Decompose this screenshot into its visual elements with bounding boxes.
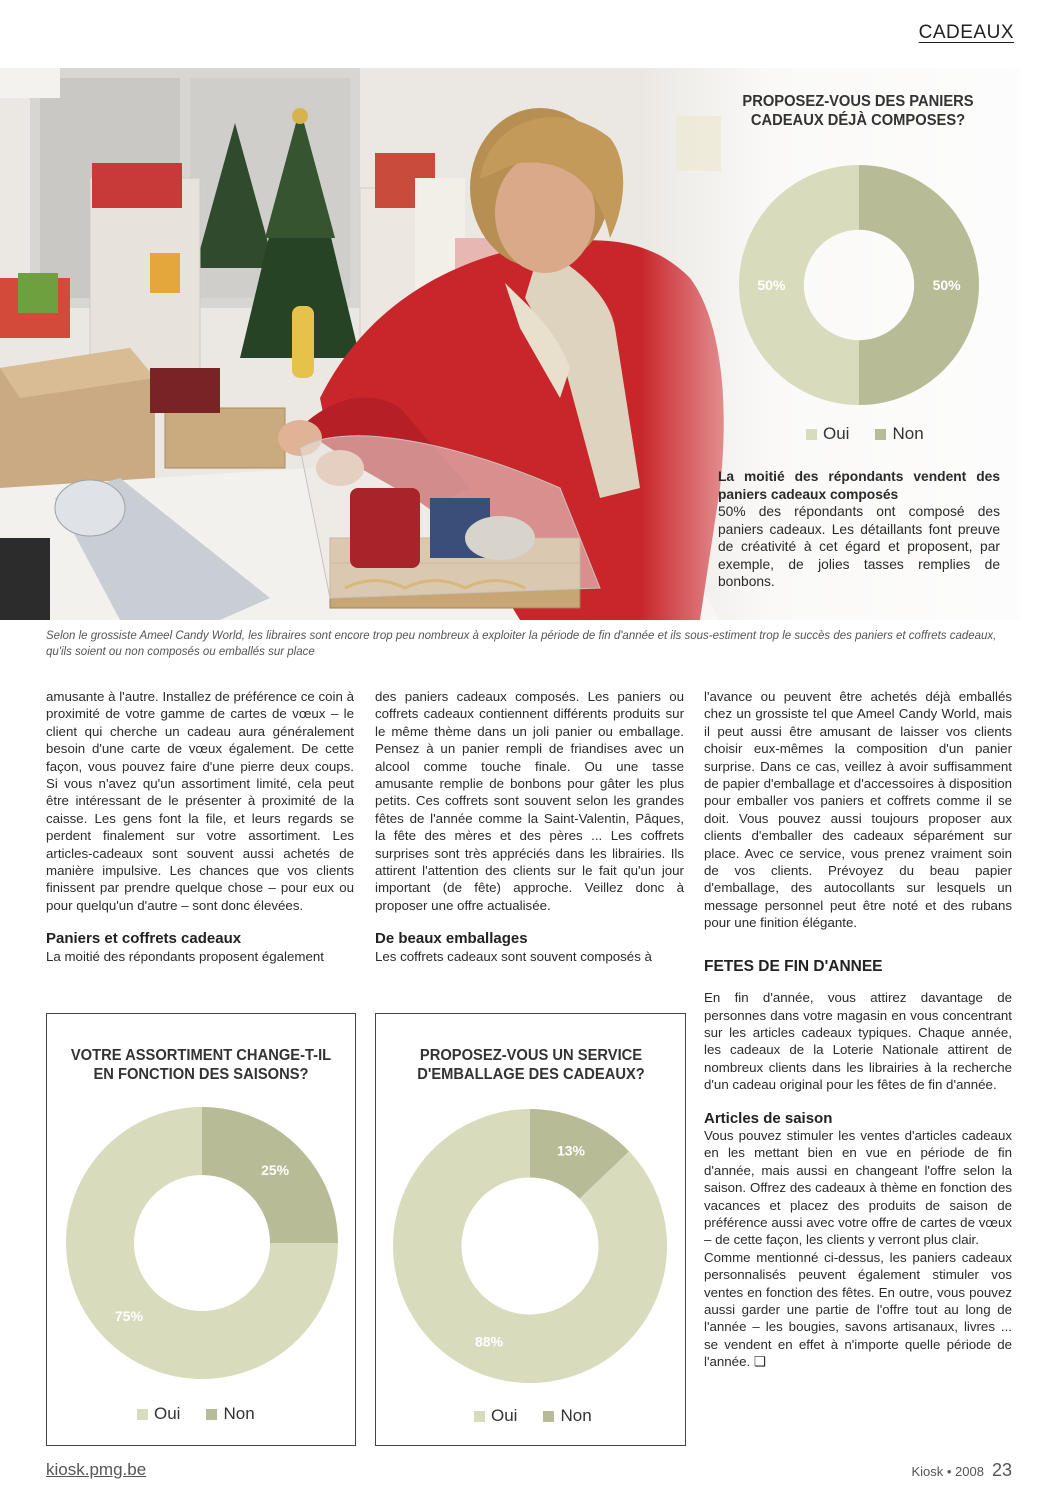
col1-paragraph: amusante à l'autre. Installez de préférence ce coin à proximité de votre gamme de cartes de vœux – le client qui cherche un cadeau aura généralement besoin d'une carte de vœux également. De cette façon, vous pouvez faire d'une pierre deux coups. Si vous n'avez qu'un assortiment limité, cela peut être intéressant de le présenter à proximité de la caisse. Les gens font la file, et leurs regards se perdent finalement sur votre assortiment. Les articles-cadeaux sont souvent aussi achetés de manière impulsive. Les chances que vos clients finissent par prendre quelque chose – pour eux ou pour quelqu'un d'autre – sont donc élevées. <box>46 689 354 913</box>
data-label-oui: 50% <box>757 277 786 293</box>
non-swatch <box>206 1409 217 1420</box>
sidebar-heading: La moitié des répondants vendent des paniers cadeaux composés <box>718 469 1000 502</box>
col2-heading: De beaux emballages <box>375 930 528 948</box>
chart3-donut <box>392 1108 668 1384</box>
col1-heading: Paniers et coffrets cadeaux <box>46 930 242 948</box>
col3-paragraph-4-text: Comme mentionné ci-dessus, les paniers cadeaux personnalisés peuvent également stimuler vos ventes en fonction des fêtes. En outre, vous pouvez aussi garder une partie de l'offre tout au long de l'année – les bougies, savons artisanaux, livres ... se vendent en effet à n'importe quelle période de l'année. <box>704 1249 1012 1370</box>
non-swatch <box>875 429 886 440</box>
legend-non <box>875 424 923 444</box>
column-3 <box>704 688 1012 1371</box>
data-label-non: 25% <box>261 1161 290 1178</box>
legend-oui-label: Oui <box>491 1406 518 1425</box>
col2-paragraph: des paniers cadeaux composés. Les paniers ou coffrets cadeaux contiennent différents produits sur le même thème dans un joli panier ou emballage. Pensez à un panier rempli de friandises avec un alcool comme touche finale. Ou une tasse amusante remplie de bonbons pour gâter les plus petits. Ces coffrets sont souvent selon les grandes fêtes de l'année comme la Saint-Valentin, Pâques, la fête des mères et des pères ... Les coffrets surprises sont très appréciés dans les librairies. Ils attirent l'attention des clients sur le fait qu'un jour important (de fête) approche. Veillez donc à proposer une offre actualisée. <box>375 689 684 913</box>
data-label-oui: 88% <box>475 1333 504 1350</box>
legend-oui <box>474 1406 517 1426</box>
legend-oui-label: Oui <box>823 424 850 443</box>
column-1 <box>46 688 354 965</box>
chart1-title: PROPOSEZ-VOUS DES PANIERS CADEAUX DÉJÀ COMPOSES? <box>742 93 974 129</box>
col3-paragraph-3: Vous pouvez stimuler les ventes d'articles cadeaux en les mettant bien en vue en période de fin d'année, mais aussi en changeant l'offre selon la saison. Offrez des cadeaux à thème en fonction des vacances et placez des produits de saison de préférence aussi avec votre offre de cartes de vœux – de cette façon, les clients y verront plus clair. <box>704 1127 1012 1248</box>
oui-swatch <box>474 1411 485 1422</box>
sidebar-body: 50% des répondants ont composé des paniers cadeaux. Les détaillants font preuve de créativité à cet égard et proposent, par exemple, de jolies tasses remplies de bonbons. <box>718 504 1000 589</box>
footer-site-link[interactable]: kiosk.pmg.be <box>46 1460 147 1479</box>
col3-heading-2: Articles de saison <box>704 1109 833 1127</box>
footer-issue-label: Kiosk • 2008 <box>911 1464 984 1479</box>
legend-oui <box>137 1404 180 1424</box>
data-label-non: 13% <box>556 1142 585 1159</box>
chart2-box <box>46 1013 356 1446</box>
chart3-legend <box>474 1406 592 1426</box>
legend-non-label: Non <box>560 1406 592 1425</box>
data-label-non: 50% <box>932 277 961 293</box>
legend-oui-label: Oui <box>154 1404 181 1423</box>
legend-non <box>543 1406 591 1426</box>
col3-paragraph: l'avance ou peuvent être achetés déjà emballés chez un grossiste tel que Ameel Candy World, mais il peut aussi être amusant de laisser vos clients choisir eux-mêmes la composition d'un panier surprise. Dans ce cas, veillez à avoir suffisamment de papier d'emballage et d'accessoires à disposition pour emballer vos paniers et coffrets comme il se doit. Vous pouvez aussi toujours proposer aux clients d'emballer des cadeaux séparément sur place. Avec ce service, vous prenez vraiment soin de vos clients. Prévoyez du beau papier d'emballage, des autocollants sur lesquels un message personnel peut être noté et des rubans pour une finition élégante. <box>704 689 1012 931</box>
sidebar-text <box>718 468 1000 591</box>
end-mark-icon: ❑ <box>753 1354 766 1370</box>
chart1-legend <box>806 424 924 444</box>
page-number: 23 <box>991 1460 1012 1480</box>
hero-photo <box>0 68 1020 620</box>
column-2 <box>375 688 684 965</box>
photo-caption: Selon le grossiste Ameel Candy World, les libraires sont encore trop peu nombreux à exploiter la période de fin d'année et ils sous-estiment trop le succès des paniers et coffrets cadeaux, qu'ils soient ou non composés ou emballés sur place <box>46 630 997 658</box>
data-label-oui: 75% <box>114 1308 143 1325</box>
legend-oui <box>806 424 849 444</box>
oui-swatch <box>806 429 817 440</box>
legend-non-label: Non <box>223 1404 255 1423</box>
col2-paragraph-2: Les coffrets cadeaux sont souvent composés à <box>375 948 652 964</box>
oui-swatch <box>137 1409 148 1420</box>
chart2-legend <box>137 1404 255 1424</box>
legend-non <box>206 1404 254 1424</box>
col3-paragraph-2: En fin d'année, vous attirez davantage de personnes dans votre magasin en vous concentrant sur les articles cadeaux typiques. Chaque année, les cadeaux de la Loterie Nationale attirent de nombreux clients dans les librairies à la recherche d'un cadeau original pour les fêtes de fin d'année. <box>704 990 1012 1093</box>
section-tag: CADEAUX <box>918 22 1014 43</box>
col3-paragraph-4 <box>704 1249 1012 1371</box>
slice-non <box>859 165 979 405</box>
col1-paragraph-2: La moitié des répondants proposent également <box>46 948 324 964</box>
chart3-title: PROPOSEZ-VOUS UN SERVICE D'EMBALLAGE DES CADEAUX? <box>417 1047 645 1083</box>
chart2-title: VOTRE ASSORTIMENT CHANGE-T-IL EN FONCTION DES SAISONS? <box>70 1047 332 1083</box>
col3-heading-caps: FETES DE FIN D'ANNEE <box>704 957 883 975</box>
footer-issue <box>911 1460 1012 1481</box>
legend-non-label: Non <box>892 424 924 443</box>
non-swatch <box>543 1411 554 1422</box>
chart3-box <box>375 1013 686 1446</box>
chart1-donut <box>738 164 980 406</box>
chart2-donut <box>65 1106 339 1380</box>
